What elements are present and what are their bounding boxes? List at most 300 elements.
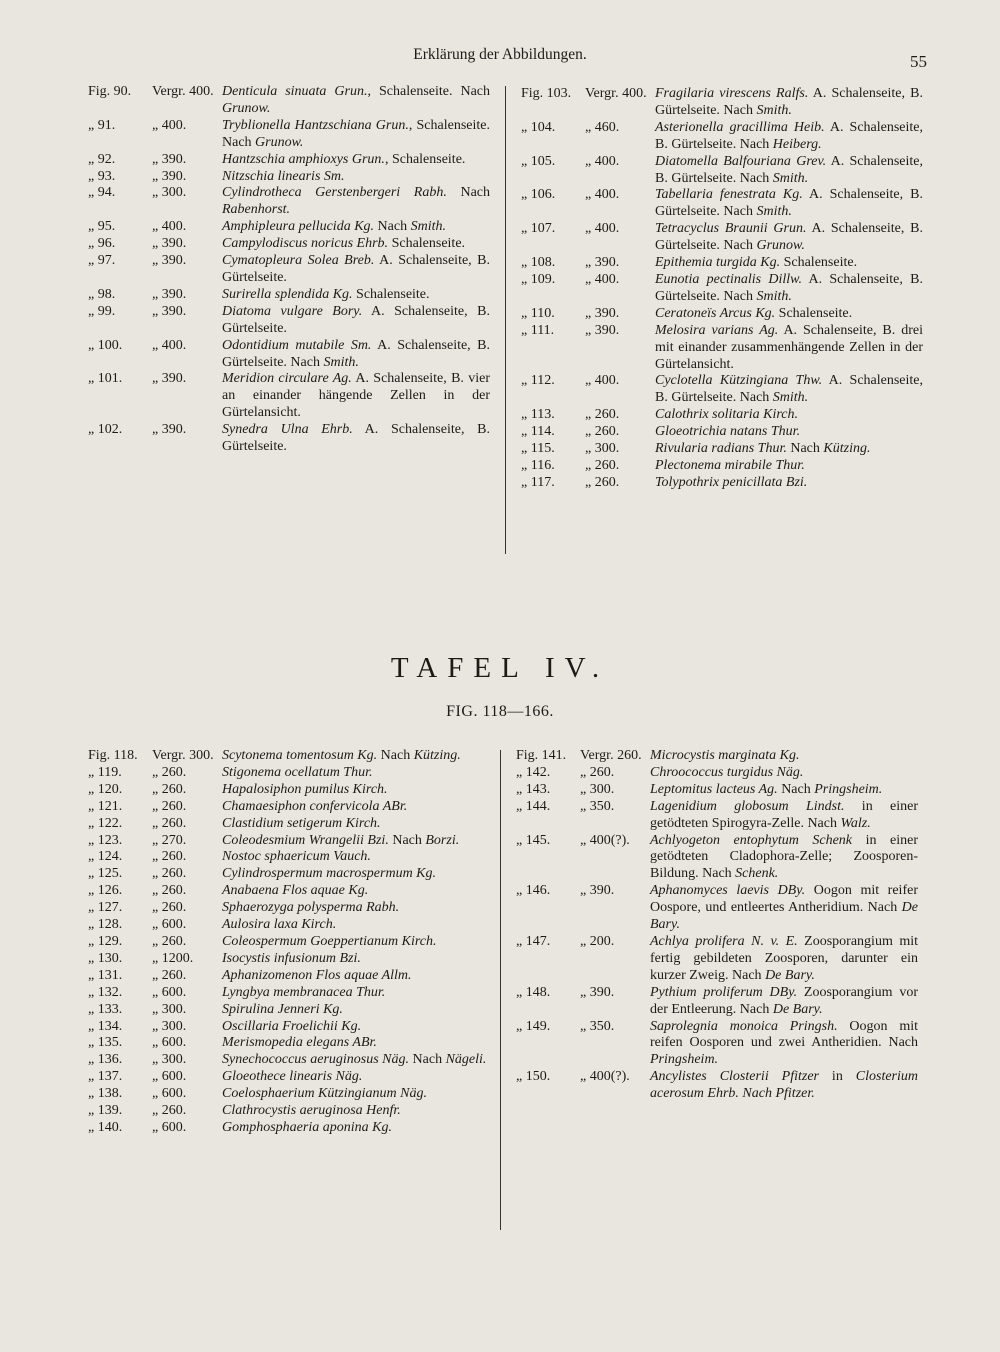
figure-description [222, 118, 490, 152]
species-name: Coleodesmium Wrangelii Bzi. [222, 832, 389, 848]
figure-description [655, 441, 923, 458]
figure-description [222, 304, 490, 338]
magnification: „ 260. [585, 424, 620, 440]
figure-number: „ 145. [516, 832, 551, 848]
top-left-column [88, 84, 490, 456]
magnification: „ 200. [580, 933, 615, 949]
author-name: Closterium acerosum Ehrb. Nach Pfitzer. [650, 1069, 918, 1102]
figure-description [655, 475, 923, 492]
magnification: „ 600. [152, 917, 187, 933]
figure-number: „ 111. [521, 322, 555, 338]
magnification: „ 600. [152, 1086, 187, 1102]
species-name: Denticula sinuata Grun. [222, 84, 368, 99]
figure-entry [88, 866, 490, 883]
figure-entry [88, 236, 490, 253]
figure-number: „ 120. [88, 781, 123, 797]
figure-description [222, 169, 490, 186]
species-name: Cylindrotheca Gerstenbergeri Rabh. [222, 185, 447, 201]
figure-number: „ 109. [521, 271, 556, 287]
species-name: Odontidium mutabile Sm. [222, 337, 372, 353]
figure-number: „ 150. [516, 1069, 551, 1085]
figure-entry [516, 985, 918, 1019]
figure-entry [521, 86, 923, 120]
magnification: „ 390. [152, 168, 187, 184]
description-text: , Schalenseite. Nach [367, 84, 491, 99]
figure-number: „ 143. [516, 781, 551, 797]
figure-description [655, 154, 923, 188]
author-name: Grunow. [756, 238, 805, 254]
figure-entry [88, 422, 490, 456]
author-name: Smith. [410, 219, 446, 235]
description-text: in einer getödteten Cladophora-Zelle; Zoosporen-Bildung. Nach [650, 832, 918, 882]
figure-entry [88, 1120, 490, 1137]
figure-entry [521, 255, 923, 272]
description-text: A. Schalenseite, B. drei mit einander zusammenhängende Zellen in der Gürtelansicht. [655, 322, 923, 372]
species-name: Cyclotella Kützingiana Thw. [655, 373, 823, 389]
figure-entry [516, 1069, 918, 1103]
bottom-right-column [516, 748, 918, 1103]
magnification: „ 390. [152, 253, 187, 269]
figure-number: „ 148. [516, 984, 551, 1000]
species-name: Chroococcus turgidus Näg. [650, 764, 804, 780]
species-name: Pythium proliferum DBy. [650, 984, 798, 1000]
figure-description [222, 338, 490, 372]
magnification: „ 260. [580, 764, 615, 780]
figure-description [655, 255, 923, 272]
figure-description [655, 306, 923, 323]
figure-entry [521, 323, 923, 374]
figure-description [655, 187, 923, 221]
figure-entry [88, 748, 490, 765]
figure-entry [88, 1069, 490, 1086]
magnification: „ 260. [152, 866, 187, 882]
magnification: „ 260. [152, 933, 187, 949]
figure-description [655, 272, 923, 306]
author-name: De Bary. [772, 1001, 823, 1017]
magnification: „ 260. [152, 781, 187, 797]
figure-number: „ 97. [88, 253, 116, 269]
description-text: , Schalenseite. Nach [222, 117, 490, 150]
author-name: Smith. [772, 390, 809, 406]
figure-entry [521, 272, 923, 306]
column-divider [505, 86, 506, 554]
magnification: „ 260. [152, 764, 187, 780]
author-name: Smith. [772, 170, 809, 186]
figure-number: „ 146. [516, 883, 551, 899]
magnification: „ 300. [585, 441, 620, 457]
species-name: Saprolegnia monoica Pringsh. [650, 1018, 838, 1034]
description-text: A. Schalenseite, B. Gürtelseite. [222, 422, 490, 455]
figure-description [222, 917, 490, 934]
figure-entry [516, 799, 918, 833]
figure-description [222, 1002, 490, 1019]
figure-entry [521, 441, 923, 458]
species-name: Cylindrospermum macrospermum Kg. [222, 866, 437, 882]
magnification: „ 400. [585, 153, 620, 169]
figure-description [222, 782, 490, 799]
figure-description [650, 748, 918, 765]
figure-description [222, 748, 490, 765]
figure-number: „ 135. [88, 1035, 123, 1051]
figure-number: „ 126. [88, 883, 123, 899]
figure-number: „ 104. [521, 119, 556, 135]
figure-description [222, 371, 490, 422]
figure-number: „ 127. [88, 900, 123, 916]
magnification: „ 390. [580, 984, 615, 1000]
figure-number: „ 129. [88, 933, 123, 949]
species-name: Fragilaria virescens Ralfs. [655, 86, 809, 101]
figure-entry [521, 221, 923, 255]
figure-entry [88, 1035, 490, 1052]
figure-description [655, 424, 923, 441]
figure-description [650, 833, 918, 884]
species-name: Diatoma vulgare Bory. [222, 303, 363, 319]
magnification: „ 300. [152, 1052, 187, 1068]
species-name: Synechococcus aeruginosus Näg. [222, 1052, 410, 1068]
description-text: Nach [777, 781, 815, 797]
figure-description [222, 253, 490, 287]
figure-entry [516, 765, 918, 782]
figure-entry [516, 934, 918, 985]
figure-number: „ 99. [88, 303, 116, 319]
running-head: Erklärung der Abbildungen. [413, 46, 587, 63]
description-text: Nach [374, 219, 411, 235]
magnification: „ 270. [152, 832, 187, 848]
description-text: A. Schalenseite, B. Gürtelseite. [222, 303, 490, 336]
figure-description [222, 816, 490, 833]
figure-number: „ 105. [521, 153, 556, 169]
species-name: Leptomitus lacteus Ag. [650, 781, 778, 797]
species-name: Isocystis infusionum Bzi. [222, 950, 361, 966]
author-name: Kützing. [823, 441, 871, 457]
magnification: „ 600. [152, 984, 187, 1000]
figure-entry [88, 1052, 490, 1069]
magnification: „ 260. [152, 883, 187, 899]
figure-number: „ 113. [521, 407, 555, 423]
figure-entry [88, 338, 490, 372]
figure-entry [521, 424, 923, 441]
species-name: Ceratoneïs Arcus Kg. [655, 305, 776, 321]
author-name: Smith. [756, 102, 792, 118]
figure-entry [521, 373, 923, 407]
figure-entry [88, 253, 490, 287]
description-text: Nach [786, 441, 824, 457]
figure-description [222, 1052, 490, 1069]
figure-number: „ 98. [88, 286, 116, 302]
description-text: Zoosporangium mit fertig gebildeten Zoosporen, darunter ein kurzer Zweig. Nach [650, 933, 919, 983]
figure-number: „ 139. [88, 1103, 123, 1119]
description-text: A. Schalenseite, B. Gürtelseite. Nach [655, 373, 924, 406]
figure-entry [521, 154, 923, 188]
species-name: Amphipleura pellucida Kg. [222, 219, 375, 235]
magnification: „ 350. [580, 798, 615, 814]
species-name: Achlya prolifera N. v. E. [650, 933, 798, 949]
figure-description [650, 883, 918, 934]
figure-number: Fig. 141. [516, 748, 567, 763]
description-text: Schalenseite. [352, 286, 430, 302]
species-name: Nitzschia linearis Sm. [222, 168, 345, 184]
species-name: Aphanomyces laevis DBy. [650, 883, 806, 899]
species-name: Clathrocystis aeruginosa Henfr. [222, 1103, 401, 1119]
figure-number: „ 110. [521, 305, 555, 321]
species-name: Gloeotrichia natans Thur. [655, 424, 801, 440]
figure-description [222, 1035, 490, 1052]
magnification: „ 390. [152, 422, 187, 438]
magnification: „ 600. [152, 1119, 187, 1135]
figure-description [655, 323, 923, 374]
figure-description [655, 407, 923, 424]
species-name: Sphaerozyga polysperma Rabh. [222, 900, 400, 916]
figure-number: „ 125. [88, 866, 123, 882]
species-name: Spirulina Jenneri Kg. [222, 1001, 343, 1017]
figure-description [222, 1019, 490, 1036]
figure-entry [88, 782, 490, 799]
figure-number: „ 96. [88, 236, 116, 252]
figure-description [222, 1120, 490, 1137]
magnification: „ 390. [152, 371, 187, 387]
figure-description [650, 1069, 918, 1103]
figure-entry [88, 304, 490, 338]
species-name: Clastidium setigerum Kirch. [222, 815, 381, 831]
figure-entry [88, 1103, 490, 1120]
author-name: Nägeli. [445, 1052, 487, 1068]
figure-entry [88, 883, 490, 900]
figure-number: „ 116. [521, 457, 555, 473]
magnification: „ 390. [152, 286, 187, 302]
figure-number: „ 91. [88, 117, 116, 133]
magnification: „ 390. [152, 236, 187, 252]
species-name: Hantzschia amphioxys Grun. [222, 151, 385, 167]
figure-entry [521, 458, 923, 475]
figure-entry [88, 185, 490, 219]
magnification: „ 390. [580, 883, 615, 899]
species-name: Merismopedia elegans ABr. [222, 1035, 377, 1051]
description-text: in [818, 1069, 856, 1085]
species-name: Scytonema tomentosum Kg. [222, 748, 378, 763]
figure-description [650, 934, 918, 985]
author-name: Grunow. [255, 134, 304, 150]
species-name: Plectonema mirabile Thur. [655, 457, 805, 473]
figure-number: Fig. 103. [521, 86, 572, 101]
page-header [0, 46, 1000, 72]
species-name: Tabellaria fenestrata Kg. [655, 187, 803, 203]
magnification: „ 260. [585, 474, 620, 490]
description-text: A. Schalenseite, B. Gürtelseite. Nach [655, 187, 923, 220]
figure-entry [88, 968, 490, 985]
figure-entry [88, 934, 490, 951]
species-name: Gomphosphaeria aponina Kg. [222, 1119, 392, 1135]
figure-entry [88, 219, 490, 236]
author-name: Pringsheim. [650, 1052, 719, 1068]
description-text: Zoosporangium vor der Entleerung. Nach [650, 984, 918, 1017]
magnification: „ 400(?). [580, 832, 630, 848]
figure-number: „ 136. [88, 1052, 123, 1068]
species-name: Cymatopleura Solea Breb. [222, 253, 375, 269]
species-name: Epithemia turgida Kg. [655, 255, 781, 271]
description-text: A. Schalenseite, B. vier an einander hängende Zellen in der Gürtelansicht. [222, 371, 490, 421]
figure-description [655, 221, 923, 255]
author-name: Heiberg. [772, 136, 822, 152]
figure-number: „ 114. [521, 424, 555, 440]
figure-entry [516, 883, 918, 934]
figure-entry [516, 748, 918, 765]
figure-number: „ 123. [88, 832, 123, 848]
author-name: Grunow. [222, 100, 271, 116]
figure-number: „ 133. [88, 1001, 123, 1017]
figure-description [650, 799, 918, 833]
figure-number: „ 100. [88, 337, 123, 353]
author-name: Walz. [840, 815, 871, 831]
figure-entry [521, 120, 923, 154]
species-name: Lyngbya membranacea Thur. [222, 984, 386, 1000]
figure-description [222, 799, 490, 816]
magnification: „ 260. [152, 1103, 187, 1119]
species-name: Microcystis marginata Kg. [650, 748, 800, 763]
figure-entry [516, 1019, 918, 1070]
species-name: Lagenidium globosum Lindst. [650, 798, 845, 814]
species-name: Achlyogeton entophytum Schenk [650, 832, 853, 848]
figure-entry [88, 1002, 490, 1019]
species-name: Asterionella gracillima Heib. [655, 119, 825, 135]
description-text: Nach [446, 185, 490, 201]
figure-entry [88, 1019, 490, 1036]
page-number: 55 [910, 52, 927, 71]
description-text: A. Schalenseite, B. Gürtelseite. [222, 253, 491, 285]
figure-entry [88, 765, 490, 782]
description-text: Oogon mit reifer Oospore, und entleertes Antheridium. Nach [650, 883, 918, 916]
figure-number: „ 115. [521, 441, 555, 457]
figure-number: „ 132. [88, 984, 123, 1000]
author-name: Borzi. [425, 832, 460, 848]
figure-number: „ 117. [521, 474, 555, 490]
species-name: Tetracyclus Braunii Grun. [655, 221, 807, 237]
author-name: De Bary. [765, 967, 815, 983]
figure-description [222, 968, 490, 985]
figure-description [222, 422, 490, 456]
species-name: Tryblionella Hantzschiana Grun. [222, 117, 409, 133]
description-text: , Schalenseite. [384, 151, 466, 167]
species-name: Aphanizomenon Flos aquae Allm. [222, 967, 412, 983]
figure-number: „ 144. [516, 798, 551, 814]
magnification: „ 390. [585, 255, 620, 271]
magnification: „ 1200. [152, 950, 194, 966]
magnification: „ 260. [152, 967, 187, 983]
description-text: in einer getödteten Spirogyra-Zelle. Nach [650, 798, 918, 831]
magnification: „ 300. [152, 1018, 187, 1034]
figure-number: „ 147. [516, 933, 551, 949]
figure-number: „ 108. [521, 255, 556, 271]
description-text: A. Schalenseite, B. Gürtelseite. Nach [655, 86, 924, 118]
figure-number: „ 124. [88, 849, 123, 865]
figure-number: „ 138. [88, 1086, 123, 1102]
figure-description [650, 782, 918, 799]
figure-description [222, 883, 490, 900]
figure-number: „ 106. [521, 187, 556, 203]
species-name: Hapalosiphon pumilus Kirch. [222, 781, 388, 797]
species-name: Tolypothrix penicillata Bzi. [655, 474, 808, 490]
figure-description [655, 86, 923, 120]
species-name: Coleospermum Goeppertianum Kirch. [222, 933, 437, 949]
figure-description [650, 985, 918, 1019]
figure-entry [521, 407, 923, 424]
figure-entry [521, 187, 923, 221]
species-name: Meridion circulare Ag. [222, 371, 352, 387]
magnification: „ 400. [585, 221, 620, 237]
figure-description [222, 219, 490, 236]
magnification: „ 400. [152, 117, 187, 133]
magnification: „ 400. [585, 373, 620, 389]
magnification: „ 600. [152, 1069, 187, 1085]
magnification: Vergr. 300. [152, 748, 214, 763]
species-name: Diatomella Balfouriana Grev. [655, 153, 827, 169]
species-name: Gloeothece linearis Näg. [222, 1069, 363, 1085]
figure-description [222, 1069, 490, 1086]
figure-entry [88, 152, 490, 169]
magnification: „ 260. [585, 407, 620, 423]
author-name: De Bary. [650, 900, 918, 933]
figure-entry [88, 816, 490, 833]
figure-number: „ 95. [88, 219, 116, 235]
figure-number: „ 131. [88, 967, 123, 983]
figure-description [222, 287, 490, 304]
figure-description [222, 236, 490, 253]
figure-description [222, 951, 490, 968]
species-name: Calothrix solitaria Kirch. [655, 407, 798, 423]
description-text: A. Schalenseite, B. Gürtelseite. Nach [655, 153, 923, 186]
magnification: „ 260. [152, 849, 187, 865]
magnification: „ 400. [152, 337, 187, 353]
species-name: Anabaena Flos aquae Kg. [222, 883, 369, 899]
species-name: Stigonema ocellatum Thur. [222, 764, 373, 780]
figure-description [650, 1019, 918, 1070]
top-right-column [521, 86, 923, 492]
figure-number: „ 102. [88, 422, 123, 438]
figure-number: Fig. 90. [88, 84, 132, 99]
figure-description [655, 373, 923, 407]
figure-number: „ 122. [88, 815, 123, 831]
author-name: Pringsheim. [814, 781, 883, 797]
figure-number: „ 140. [88, 1119, 123, 1135]
figure-description [222, 185, 490, 219]
figure-entry [88, 169, 490, 186]
magnification: „ 390. [585, 305, 620, 321]
species-name: Rivularia radians Thur. [655, 441, 787, 457]
figure-entry [88, 84, 490, 118]
figure-number: „ 149. [516, 1018, 551, 1034]
figure-entry [88, 1086, 490, 1103]
figure-description [222, 152, 490, 169]
figure-entry [88, 951, 490, 968]
description-text: A. Schalenseite, B. Gürtelseite. Nach [655, 271, 924, 304]
species-name: Synedra Ulna Ehrb. [222, 422, 353, 438]
species-name: Campylodiscus noricus Ehrb. [222, 236, 389, 252]
figure-description [655, 120, 923, 154]
figure-description [650, 765, 918, 782]
description-text: A. Schalenseite, B. Gürtelseite. Nach [655, 119, 924, 152]
figure-description [655, 458, 923, 475]
author-name: Smith. [756, 204, 792, 220]
magnification: „ 400(?). [580, 1069, 630, 1085]
species-name: Coelosphaerium Kützingianum Näg. [222, 1086, 427, 1102]
figure-description [222, 866, 490, 883]
figure-entry [88, 833, 490, 850]
figure-number: „ 134. [88, 1018, 123, 1034]
species-name: Eunotia pectinalis Dillw. [655, 271, 802, 287]
figure-entry [516, 833, 918, 884]
magnification: Vergr. 400. [152, 84, 214, 99]
magnification: „ 260. [152, 798, 187, 814]
figure-number: „ 119. [88, 764, 122, 780]
